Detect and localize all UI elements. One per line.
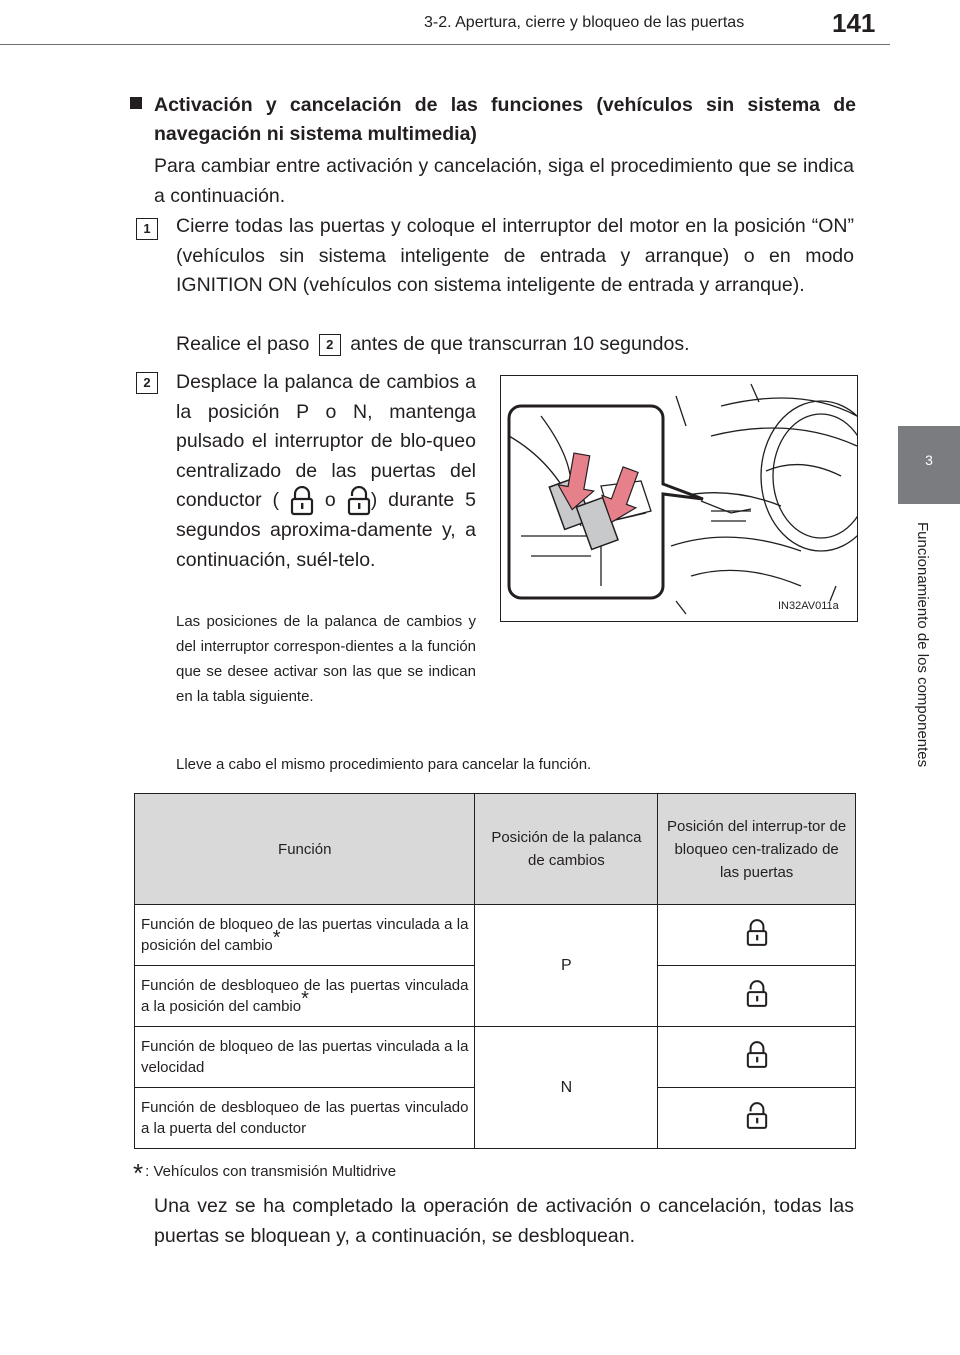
function-text: Función de bloqueo de las puertas vinculada a la posición del cambio bbox=[141, 916, 469, 954]
lock-icon bbox=[746, 919, 768, 947]
col-header-function: Función bbox=[135, 794, 475, 905]
lock-icon bbox=[290, 486, 314, 516]
switch-cell bbox=[658, 1027, 856, 1088]
function-table bbox=[134, 793, 856, 1149]
step-2-text bbox=[176, 368, 476, 575]
step-2-note: Las posiciones de la palanca de cambios y del interruptor correspon-dientes a la función que se desee activar son las que se indican en la tabla siguiente. bbox=[176, 613, 476, 705]
intro-paragraph: Para cambiar entre activación y cancelación, siga el procedimiento que se indica a continuación. bbox=[154, 155, 854, 207]
step-1-note-before: Realice el paso bbox=[176, 333, 310, 355]
section-heading-text: Activación y cancelación de las funciones (vehículos sin sistema de navegación ni sistema multimedia) bbox=[154, 94, 856, 145]
unlock-icon bbox=[746, 980, 768, 1008]
step-ref-marker: 2 bbox=[319, 334, 341, 356]
step-2-text-mid: o bbox=[324, 489, 336, 512]
chapter-tab-number: 3 bbox=[925, 452, 933, 468]
footnote-mark: * bbox=[133, 1158, 144, 1188]
table-row bbox=[135, 905, 856, 966]
page-number: 141 bbox=[832, 8, 876, 38]
function-cell bbox=[135, 1088, 475, 1149]
dashboard-illustration bbox=[500, 375, 858, 622]
chapter-title: 3-2. Apertura, cierre y bloqueo de las puertas bbox=[424, 14, 745, 31]
step-2-marker: 2 bbox=[136, 372, 158, 394]
bullet-square-icon bbox=[130, 97, 142, 109]
step-1-text: Cierre todas las puertas y coloque el interruptor del motor en la posición “ON” (vehículos sin sistema inteligente de entrada y arranque) o en modo IGNITION ON (vehículos con sistema inteligente de entrada y arranque). bbox=[176, 215, 854, 296]
switch-cell bbox=[658, 966, 856, 1027]
lever-position-cell: P bbox=[475, 905, 658, 1027]
function-text: Función de desbloqueo de las puertas vinculado a la puerta del conductor bbox=[141, 1099, 469, 1137]
function-text: Función de bloqueo de las puertas vinculada a la velocidad bbox=[141, 1038, 469, 1076]
step-1-note-after: antes de que transcurran 10 segundos. bbox=[350, 333, 690, 355]
switch-cell bbox=[658, 905, 856, 966]
col-header-switch-position: Posición del interrup-tor de bloqueo cen-tralizado de las puertas bbox=[658, 794, 856, 905]
asterisk-mark: * bbox=[301, 988, 309, 1010]
step-1-marker: 1 bbox=[136, 218, 158, 240]
section-heading bbox=[130, 91, 856, 149]
step-2-text-b: ) durante 5 segundos aproxima-damente y, a continuación, suél-telo. bbox=[176, 489, 476, 571]
footnote bbox=[133, 1158, 396, 1189]
table-header-row bbox=[135, 794, 856, 905]
lock-icon bbox=[746, 1041, 768, 1069]
step-2-text-a: Desplace la palanca de cambios a la posición P o N, mantenga pulsado el interruptor de blo-queo centralizado de las puertas del conductor ( bbox=[176, 371, 476, 512]
function-text: Función de desbloqueo de las puertas vinculada a la posición del cambio bbox=[141, 977, 469, 1015]
header-divider bbox=[0, 44, 890, 45]
chapter-side-label-text: Funcionamiento de los componentes bbox=[914, 522, 931, 768]
table-row bbox=[135, 1027, 856, 1088]
function-cell bbox=[135, 966, 475, 1027]
final-paragraph: Una vez se ha completado la operación de activación o cancelación, todas las puertas se bloquean y, a continuación, se desbloquean. bbox=[154, 1195, 854, 1247]
switch-cell bbox=[658, 1088, 856, 1149]
footnote-text: : Vehículos con transmisión Multidrive bbox=[145, 1163, 397, 1180]
unlock-icon bbox=[347, 486, 371, 516]
function-cell bbox=[135, 1027, 475, 1088]
unlock-icon bbox=[746, 1102, 768, 1130]
illustration-code: IN32AV011a bbox=[778, 600, 839, 612]
lever-position-cell: N bbox=[475, 1027, 658, 1149]
step-2-cancel-note: Lleve a cabo el mismo procedimiento para cancelar la función. bbox=[176, 756, 592, 773]
col-header-lever-position: Posición de la palanca de cambios bbox=[475, 794, 658, 905]
step-1-note bbox=[176, 333, 854, 356]
function-cell bbox=[135, 905, 475, 966]
asterisk-mark: * bbox=[272, 927, 281, 949]
